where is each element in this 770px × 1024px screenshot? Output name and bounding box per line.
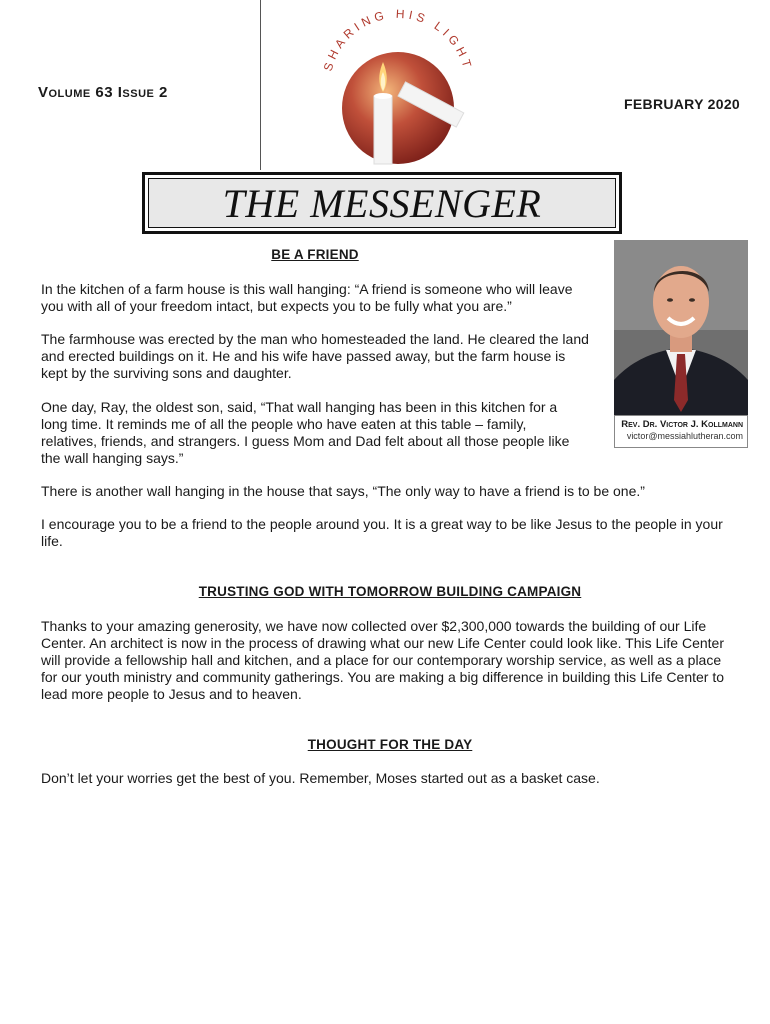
volume-issue: Volume 63 Issue 2 [38, 84, 168, 101]
section-heading-be-a-friend: BE A FRIEND [271, 247, 359, 262]
sharing-his-light-logo [312, 8, 484, 170]
section-heading-thought-for-the-day: THOUGHT FOR THE DAY [307, 737, 473, 752]
masthead [142, 172, 622, 234]
pastor-name: Rev. Dr. Victor J. Kollmann [621, 419, 743, 430]
paragraph: I encourage you to be a friend to the people around you. It is a great way to be like Jesus to the people in your life. [41, 516, 723, 549]
masthead-inner [148, 178, 616, 228]
paragraph: The farmhouse was erected by the man who homesteaded the land. He cleared the land and erected buildings on it. He and his wife have passed away, but the farm house is kept by the surviving sons and daughter. [41, 331, 589, 381]
paragraph: In the kitchen of a farm house is this wall hanging: “A friend is someone who will leave you with all of your freedom intact, but expects you to be fully what you are.” [41, 281, 573, 314]
logo-arc-text: SHARING HIS LIGHT [320, 8, 476, 73]
paragraph: Thanks to your amazing generosity, we have now collected over $2,300,000 towards the building of our Life Center. An architect is now in the process of drawing what our new Life Center could look like. This Life Center will provide a fellowship hall and kitchen, and a place for our contemporary worship service, as well as a place for our youth ministry and community gatherings. You are making a big difference in building this Life Center to lead more people to Jesus and to heaven. [41, 618, 725, 702]
paragraph: Don’t let your worries get the best of you. Remember, Moses started out as a basket case. [41, 770, 600, 786]
pastor-email: victor@messiahlutheran.com [626, 431, 743, 441]
photo-caption [614, 415, 748, 448]
issue-date: FEBRUARY 2020 [624, 96, 740, 112]
header-divider-line [260, 0, 261, 170]
pastor-photo [614, 240, 748, 415]
paragraph: One day, Ray, the oldest son, said, “That wall hanging has been in this kitchen for a long time. It reminds me of all the people who have eaten at this table – family, relatives, friends, and strangers. I guess Mom and Dad felt about all those people like the wall hanging says.” [41, 399, 570, 466]
section-heading-building-campaign: TRUSTING GOD WITH TOMORROW BUILDING CAMPAIGN [198, 584, 582, 599]
newsletter-title: THE MESSENGER [222, 180, 542, 226]
pastor-photo-box [614, 240, 748, 449]
paragraph: There is another wall hanging in the house that says, “The only way to have a friend is to be one.” [41, 483, 645, 499]
